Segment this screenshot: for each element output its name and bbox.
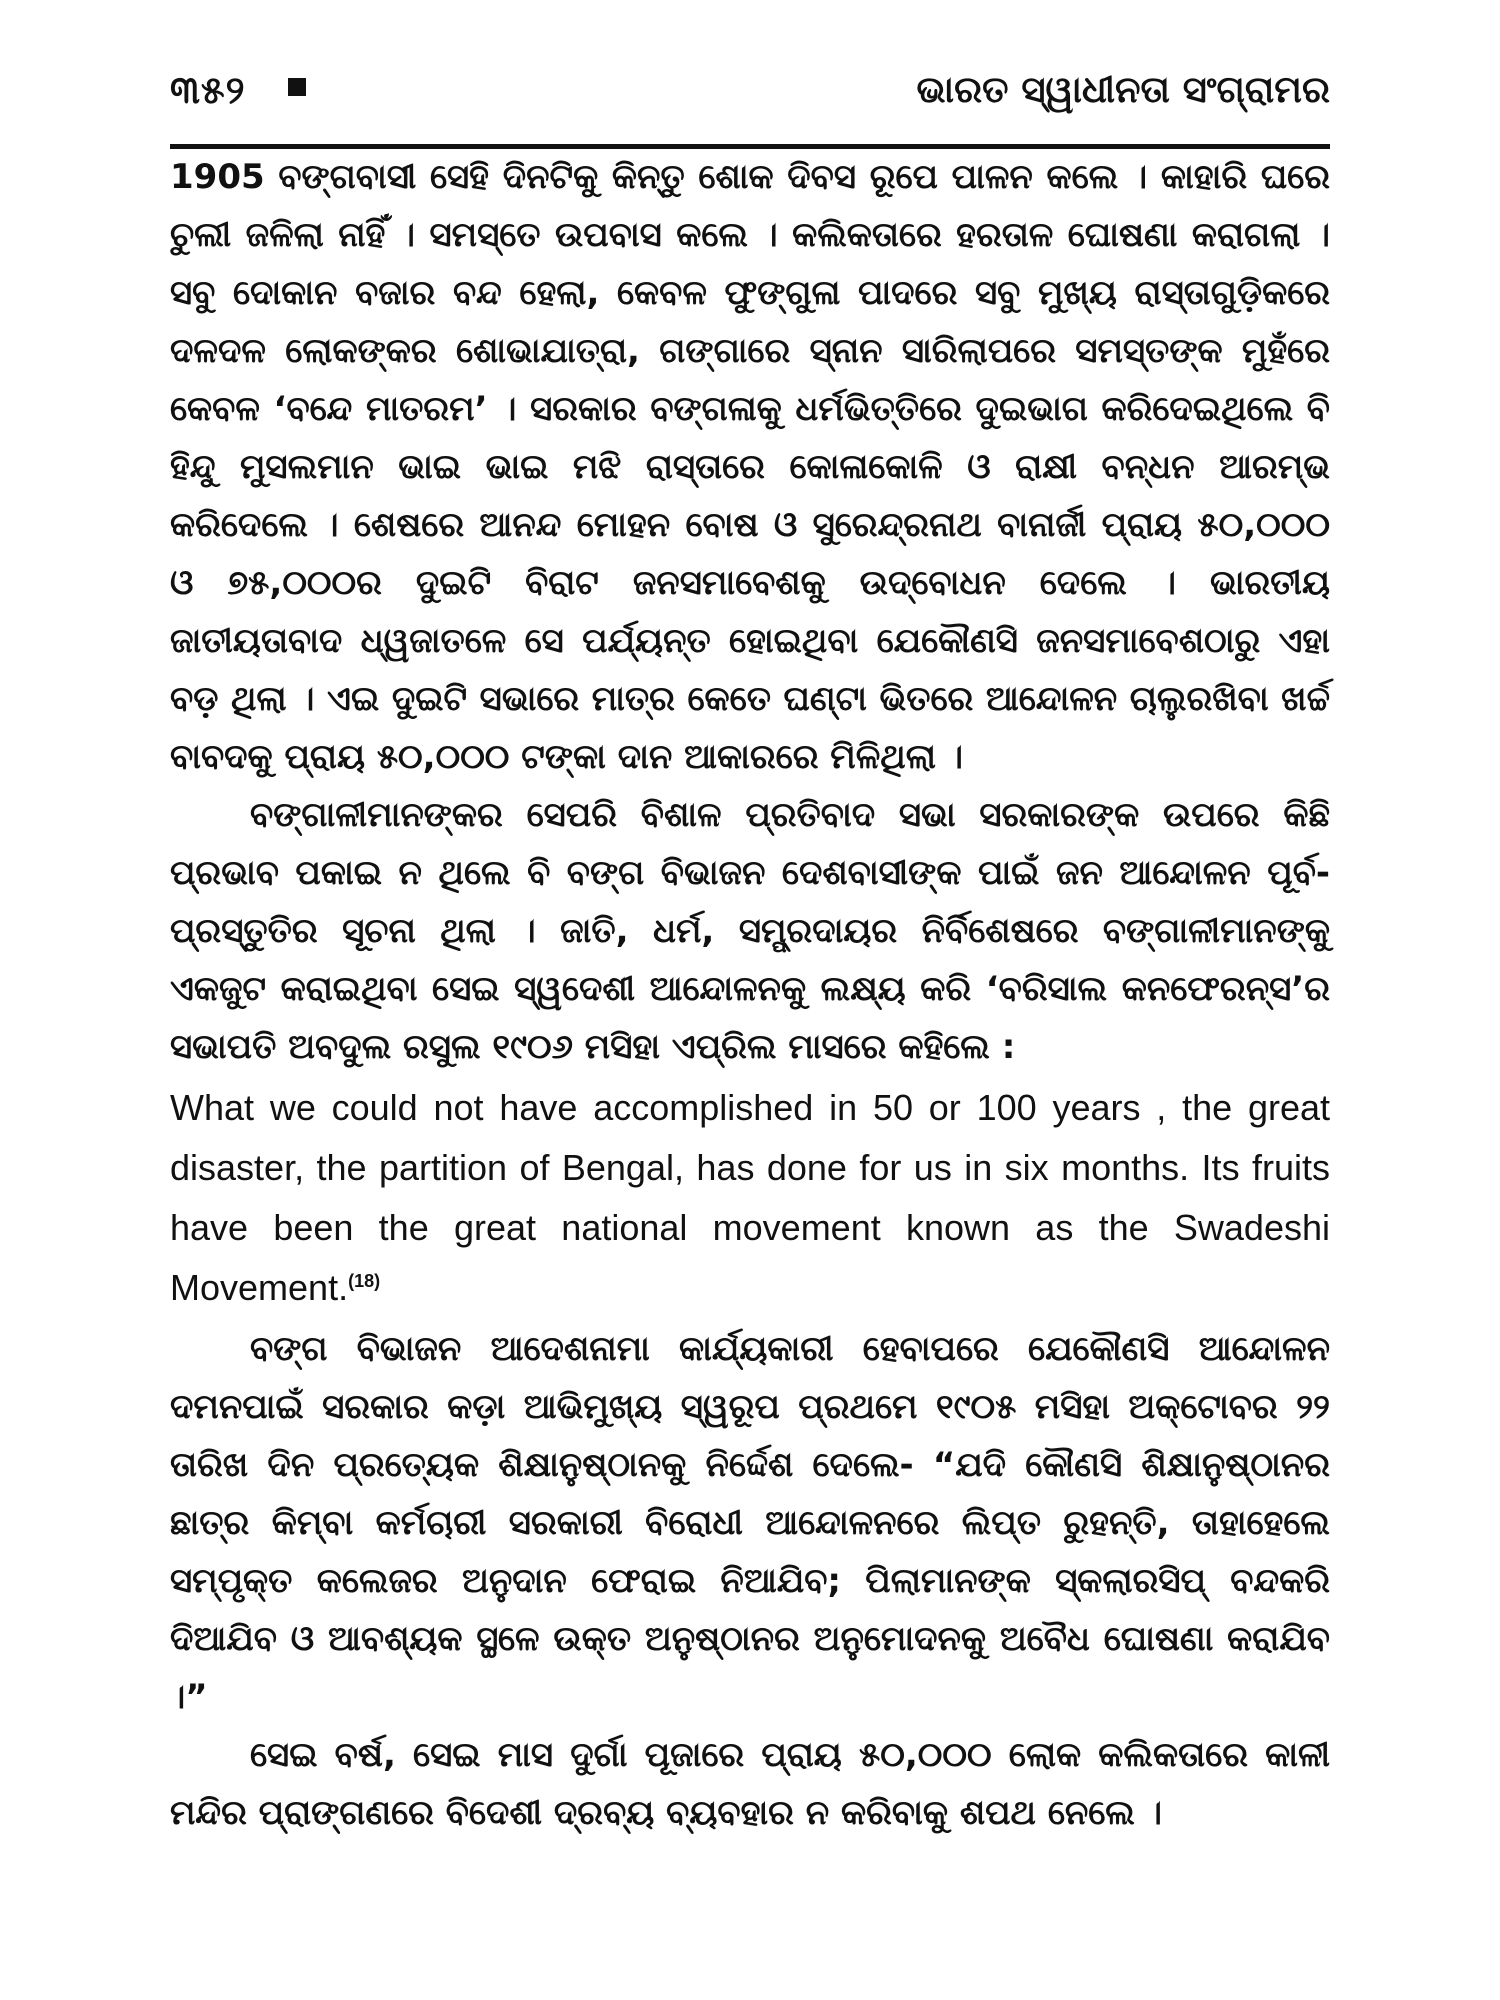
paragraph-2: ବଙ୍ଗାଳୀମାନଙ୍କର ସେପରି ବିଶାଳ ପ୍ରତିବାଦ ସଭା ସରକାରଙ୍କ ଉପରେ କିଛି ପ୍ରଭାବ ପକାଇ ନ ଥିଲେ ବି ବଙ୍ଗ ବିଭାଜନ ଦେଶବାସୀଙ୍କ ପାଇଁ ଜନ ଆନ୍ଦୋଳନ ପୂର୍ବ-ପ୍ରସ୍ତୁତିର ସୂଚନା ଥିଲା । ଜାତି, ଧର୍ମ, ସମ୍ପ୍ରଦାୟର ନିର୍ବିଶେଷରେ ବଙ୍ଗାଳୀମାନଙ୍କୁ ଏକଜୁଟ କରାଇଥିବା ସେଇ ସ୍ୱଦେଶୀ ଆନ୍ଦୋଳନକୁ ଲକ୍ଷ୍ୟ କରି ‘ବରିସାଲ କନଫେରନ୍ସ’ର ସଭାପତି ଅବଦୁଲ ରସୁଲ ୧୯୦୬ ମସିହା ଏପ୍ରିଲ ମାସରେ କହିଲେ : xyxy=(170,795,1330,1067)
paragraph-4: ସେଇ ବର୍ଷ, ସେଇ ମାସ ଦୁର୍ଗା ପୂଜାରେ ପ୍ରାୟ ୫୦,୦୦୦ ଲୋକ କଲିକତାରେ କାଳୀ ମନ୍ଦିର ପ୍ରାଙ୍ଗଣରେ ବିଦେଶୀ ଦ୍ରବ୍ୟ ବ୍ୟବହାର ନ କରିବାକୁ ଶପଥ ନେଲେ । xyxy=(170,1735,1330,1833)
book-page xyxy=(170,40,1330,1980)
footnote-reference: (18) xyxy=(348,1271,381,1291)
page-body xyxy=(170,148,1330,1842)
quote-text: What we could not have accomplished in 50 or 100 years , the great disaster, the partition of Bengal, has done for us in six months. Its fruits have been the great national movement known as the Swadeshi Movement. xyxy=(170,1087,1330,1308)
paragraph-3: ବଙ୍ଗ ବିଭାଜନ ଆଦେଶନାମା କାର୍ଯ୍ୟକାରୀ ହେବାପରେ ଯେକୌଣସି ଆନ୍ଦୋଳନ ଦମନପାଇଁ ସରକାର କଡ଼ା ଆଭିମୁଖ୍ୟ ସ୍ୱରୂପ ପ୍ରଥମେ ୧୯୦୫ ମସିହା ଅକ୍ଟୋବର ୨୨ ତାରିଖ ଦିନ ପ୍ରତ୍ୟେକ ଶିକ୍ଷାନୁଷ୍ଠାନକୁ ନିର୍ଦ୍ଦେଶ ଦେଲେ- “ଯଦି କୌଣସି ଶିକ୍ଷାନୁଷ୍ଠାନର ଛାତ୍ର କିମ୍ବା କର୍ମଚାରୀ ସରକାରୀ ବିରୋଧୀ ଆନ୍ଦୋଳନରେ ଲିପ୍ତ ରୁହନ୍ତି, ତାହାହେଲେ ସମ୍ପୃକ୍ତ କଲେଜର ଅନୁଦାନ ଫେରାଇ ନିଆଯିବ; ପିଲାମାନଙ୍କ ସ୍କଲାରସିପ୍ ବନ୍ଦକରି ଦିଆଯିବ ଓ ଆବଶ୍ୟକ ସ୍ଥଳେ ଉକ୍ତ ଅନୁଷ୍ଠାନର ଅନୁମୋଦନକୁ ଅବୈଧ ଘୋଷଣା କରାଯିବ ।” xyxy=(170,1329,1330,1717)
page-header xyxy=(170,60,1330,130)
square-bullet-icon xyxy=(288,78,306,96)
english-quote xyxy=(170,1078,1330,1318)
paragraph-1: 1905 ବଙ୍ଗବାସୀ ସେହି ଦିନଟିକୁ କିନ୍ତୁ ଶୋକ ଦିବସ ରୂପେ ପାଳନ କଲେ । କାହାରି ଘରେ ଚୁଲୀ ଜଳିଲା ନାହିଁ । ସମସ୍ତେ ଉପବାସ କଲେ । କଲିକତାରେ ହରତାଳ ଘୋଷଣା କରାଗଲା । ସବୁ ଦୋକାନ ବଜାର ବନ୍ଦ ହେଲା, କେବଳ ଫୁଙ୍ଗୁଳା ପାଦରେ ସବୁ ମୁଖ୍ୟ ରାସ୍ତାଗୁଡ଼ିକରେ ଦଳଦଳ ଲୋକଙ୍କର ଶୋଭାଯାତ୍ରା, ଗଙ୍ଗାରେ ସ୍ନାନ ସାରିଲାପରେ ସମସ୍ତଙ୍କ ମୁହଁରେ କେବଳ ‘ବନ୍ଦେ ମାତରମ’ । ସରକାର ବଙ୍ଗଳାକୁ ଧର୍ମଭିତ୍ତିରେ ଦୁଇଭାଗ କରିଦେଇଥିଲେ ବି ହିନ୍ଦୁ ମୁସଲମାନ ଭାଇ ଭାଇ ମଝି ରାସ୍ତାରେ କୋଳାକୋଳି ଓ ରାକ୍ଷୀ ବନ୍ଧନ ଆରମ୍ଭ କରିଦେଲେ । ଶେଷରେ ଆନନ୍ଦ ମୋହନ ବୋଷ ଓ ସୁରେନ୍ଦ୍ରନାଥ ବାନାର୍ଜୀ ପ୍ରାୟ ୫୦,୦୦୦ ଓ ୭୫,୦୦୦ର ଦୁଇଟି ବିରାଟ ଜନସମାବେଶକୁ ଉଦ୍‌ବୋଧନ ଦେଲେ । ଭାରତୀୟ ଜାତୀୟତାବାଦ ଧ୍ୱଜାତଳେ ସେ ପର୍ଯ୍ୟନ୍ତ ହୋଇଥିବା ଯେକୌଣସି ଜନସମାବେଶଠାରୁ ଏହା ବଡ଼ ଥିଲା । ଏଇ ଦୁଇଟି ସଭାରେ ମାତ୍ର କେତେ ଘଣ୍ଟା ଭିତରେ ଆନ୍ଦୋଳନ ଚାଲୁରଖିବା ଖର୍ଚ୍ଚ ବାବଦକୁ ପ୍ରାୟ ୫୦,୦୦୦ ଟଙ୍କା ଦାନ ଆକାରରେ ମିଳିଥିଲା । xyxy=(170,157,1330,777)
running-title: ଭାରତ ସ୍ୱାଧୀନତା ସଂଗ୍ରାମର xyxy=(916,68,1330,111)
page-number: ୩୫୨ xyxy=(170,68,246,112)
